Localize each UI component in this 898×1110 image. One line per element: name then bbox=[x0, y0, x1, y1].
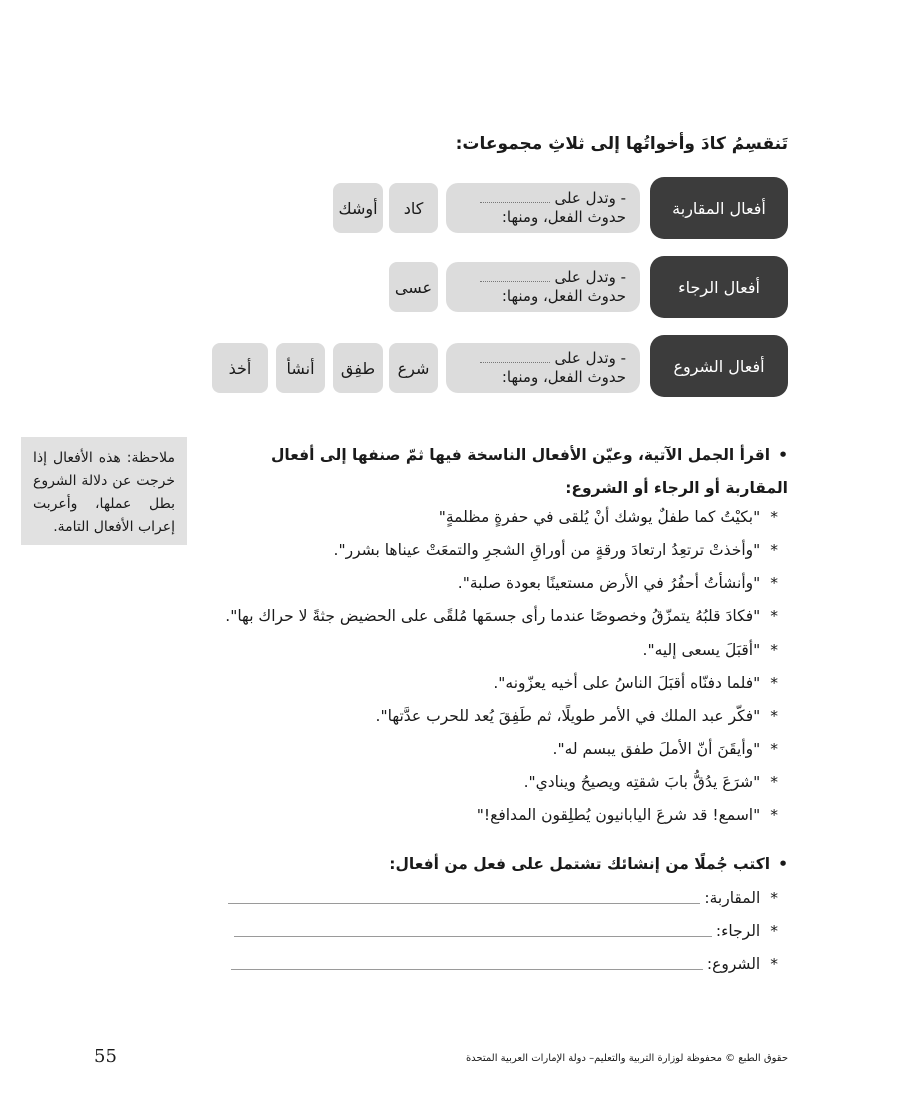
section-heading: تَنقسِمُ كادَ وأخواتُها إلى ثلاثِ مجموعات: bbox=[455, 134, 788, 154]
write-line-muqaraba: * المقاربة: bbox=[228, 887, 778, 909]
answer-line[interactable] bbox=[231, 968, 703, 970]
sentence-item: *"أقبَلَ يسعى إليه". bbox=[642, 641, 778, 659]
verb-chip: أوشك bbox=[333, 183, 383, 233]
sentence-item: *"اسمع! قد شرعَ اليابانيون يُطلِقون المدافع!" bbox=[476, 806, 778, 824]
verb-chip: طفِق bbox=[333, 343, 383, 393]
desc-line1: - وتدل على bbox=[554, 268, 626, 286]
blank-dots bbox=[480, 362, 550, 363]
blank-dots bbox=[480, 281, 550, 282]
question-1: • اقرأ الجمل الآتية، وعيّن الأفعال الناسخة فيها ثمّ صنفها إلى أفعال المقاربة أو الرجاء أو الشروع: bbox=[216, 439, 788, 505]
category-rajaa: أفعال الرجاء bbox=[650, 256, 788, 318]
verb-chip: عسى bbox=[389, 262, 438, 312]
verb-chip: كاد bbox=[389, 183, 438, 233]
sentence-item: *"فكّر عبد الملك في الأمر طويلًا، ثم طَفِقَ يُعد للحرب عدَّتها". bbox=[375, 707, 778, 725]
answer-line[interactable] bbox=[234, 935, 712, 937]
category-shuruu: أفعال الشروع bbox=[650, 335, 788, 397]
blank-dots bbox=[480, 202, 550, 203]
desc-line1: - وتدل على bbox=[554, 189, 626, 207]
category-description bbox=[446, 343, 640, 393]
category-muqaraba: أفعال المقاربة bbox=[650, 177, 788, 239]
sentence-item: *"شرَعَ يدُقُّ بابَ شقتِه ويصيحُ وينادي". bbox=[523, 773, 778, 791]
sentence-item: *"وأخذتْ ترتعِدُ ارتعادَ ورقةٍ من أوراقِ الشجرِ والتمعَتْ عيناها بشرر". bbox=[333, 541, 778, 559]
verb-chip: أخذ bbox=[212, 343, 268, 393]
sentence-item: *"فلما دفنّاه أقبَلَ الناسُ على أخيه يعزّونه". bbox=[493, 674, 778, 692]
desc-line2: حدوث الفعل، ومنها: bbox=[501, 368, 626, 386]
verb-chip: أنشأ bbox=[276, 343, 325, 393]
question-2: • اكتب جُملًا من إنشائك تشتمل على فعل من أفعال: bbox=[389, 850, 788, 878]
write-line-shuruu: * الشروع: bbox=[231, 953, 778, 975]
page-number: 55 bbox=[94, 1046, 117, 1067]
answer-line[interactable] bbox=[228, 902, 700, 904]
desc-line1: - وتدل على bbox=[554, 349, 626, 367]
side-note: ملاحظة: هذه الأفعال إذا خرجت عن دلالة الشروع بطل عملها، وأعربت إعراب الأفعال التامة. bbox=[21, 437, 187, 545]
desc-line2: حدوث الفعل، ومنها: bbox=[501, 287, 626, 305]
category-description bbox=[446, 262, 640, 312]
sentence-item: *"فكادَ قلبُهُ يتمزّقُ وخصوصًا عندما رأى جسمَها مُلقًى على الحضيض جثةً لا حراك بها". bbox=[225, 607, 778, 625]
category-description bbox=[446, 183, 640, 233]
write-line-rajaa: * الرجاء: bbox=[234, 920, 778, 942]
sentence-item: *"وأيقَنَ أنّ الأملَ طفق يبسم له". bbox=[552, 740, 778, 758]
sentence-item: *"بكيْتُ كما طفلٌ يوشك أنْ يُلقى في حفرةٍ مظلمةٍ" bbox=[438, 508, 778, 526]
desc-line2: حدوث الفعل، ومنها: bbox=[501, 208, 626, 226]
sentence-item: *"وأنشأتُ أحفُرُ في الأرض مستعينًا بعودة صلبة". bbox=[457, 574, 778, 592]
verb-chip: شرع bbox=[389, 343, 438, 393]
copyright-notice: حقوق الطبع © محفوظة لوزارة التربية والتعليم– دولة الإمارات العربية المتحدة bbox=[465, 1053, 788, 1064]
